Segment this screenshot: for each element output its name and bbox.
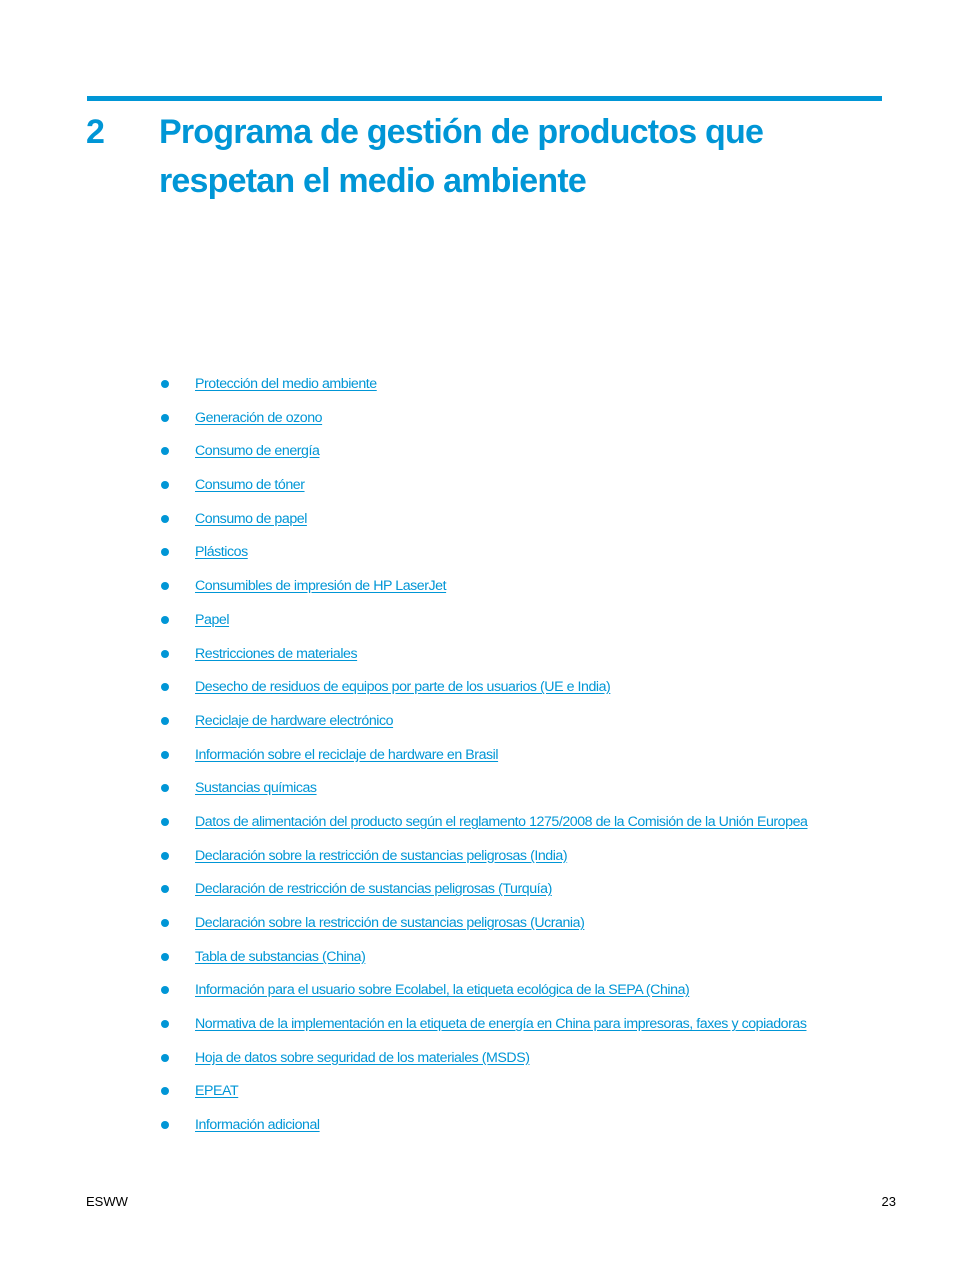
toc-link[interactable]: Consumibles de impresión de HP LaserJet — [195, 578, 447, 595]
toc-link[interactable]: Protección del medio ambiente — [195, 376, 377, 392]
chapter-top-rule — [87, 96, 882, 101]
bullet-icon — [161, 380, 169, 388]
toc-item — [0, 1008, 954, 1042]
toc-link[interactable]: Desecho de residuos de equipos por parte de los usuarios (UE e India) — [195, 679, 611, 696]
toc-item — [0, 469, 954, 503]
toc-item — [0, 1109, 954, 1143]
toc-item — [0, 739, 954, 773]
toc-item — [0, 638, 954, 672]
bullet-icon — [161, 784, 169, 792]
toc-item — [0, 974, 954, 1008]
toc-item — [0, 536, 954, 570]
toc-link[interactable]: EPEAT — [195, 1083, 239, 1100]
toc-link[interactable]: Consumo de papel — [195, 510, 307, 527]
toc-link[interactable]: Consumo de tóner — [195, 477, 305, 494]
bullet-icon — [161, 818, 169, 826]
toc-link[interactable]: Información sobre el reciclaje de hardware en Brasil — [195, 746, 499, 763]
bullet-icon — [161, 582, 169, 590]
toc-item — [0, 604, 954, 638]
bullet-icon — [161, 447, 169, 455]
toc-link[interactable]: Normativa de la implementación en la etiqueta de energía en China para impresoras, faxes y copiadoras — [195, 1016, 807, 1033]
bullet-icon — [161, 515, 169, 523]
toc-link[interactable]: Consumo de energía — [195, 443, 320, 460]
toc-item — [0, 907, 954, 941]
toc-item — [0, 806, 954, 840]
bullet-icon — [161, 650, 169, 658]
bullet-icon — [161, 1087, 169, 1095]
toc-item — [0, 705, 954, 739]
bullet-icon — [161, 852, 169, 860]
bullet-icon — [161, 414, 169, 422]
toc-item — [0, 941, 954, 975]
bullet-icon — [161, 683, 169, 691]
toc-link[interactable]: Hoja de datos sobre seguridad de los materiales (MSDS) — [195, 1049, 530, 1066]
bullet-icon — [161, 1054, 169, 1062]
toc-link[interactable]: Declaración de restricción de sustancias peligrosas (Turquía) — [195, 881, 552, 898]
toc-link[interactable]: Generación de ozono — [195, 409, 323, 426]
bullet-icon — [161, 986, 169, 994]
toc-item — [0, 772, 954, 806]
toc-link[interactable]: Restricciones de materiales — [195, 645, 358, 662]
toc-link[interactable]: Plásticos — [195, 544, 248, 561]
toc-link[interactable]: Declaración sobre la restricción de sustancias peligrosas (India) — [195, 847, 568, 864]
footer-page-number: 23 — [881, 1194, 896, 1209]
toc-link[interactable]: Información adicional — [195, 1117, 320, 1134]
toc-item — [0, 435, 954, 469]
footer-section-code: ESWW — [86, 1194, 128, 1209]
chapter-number: 2 — [86, 113, 105, 151]
toc-item — [0, 503, 954, 537]
bullet-icon — [161, 885, 169, 893]
bullet-icon — [161, 717, 169, 725]
toc-link[interactable]: Información para el usuario sobre Ecolabel, la etiqueta ecológica de la SEPA (China) — [195, 982, 690, 999]
bullet-icon — [161, 1020, 169, 1028]
toc-link[interactable]: Datos de alimentación del producto según el reglamento 1275/2008 de la Comisión de la Unión Europea — [195, 813, 808, 830]
toc-link[interactable]: Sustancias químicas — [195, 780, 317, 797]
chapter-toc-list — [0, 368, 954, 1143]
bullet-icon — [161, 1121, 169, 1129]
bullet-icon — [161, 481, 169, 489]
toc-link[interactable]: Papel — [195, 611, 230, 628]
toc-item — [0, 671, 954, 705]
chapter-title: Programa de gestión de productos que respetan el medio ambiente — [159, 113, 764, 200]
toc-link[interactable]: Declaración sobre la restricción de sustancias peligrosas (Ucrania) — [195, 915, 585, 931]
toc-link[interactable]: Tabla de substancias (China) — [195, 948, 366, 965]
toc-item — [0, 402, 954, 436]
toc-item — [0, 1075, 954, 1109]
bullet-icon — [161, 616, 169, 624]
toc-link[interactable]: Reciclaje de hardware electrónico — [195, 712, 394, 729]
toc-item — [0, 570, 954, 604]
toc-item — [0, 840, 954, 874]
toc-item — [0, 368, 954, 402]
bullet-icon — [161, 919, 169, 927]
bullet-icon — [161, 548, 169, 556]
bullet-icon — [161, 751, 169, 759]
bullet-icon — [161, 953, 169, 961]
toc-item — [0, 1042, 954, 1076]
toc-item — [0, 873, 954, 907]
